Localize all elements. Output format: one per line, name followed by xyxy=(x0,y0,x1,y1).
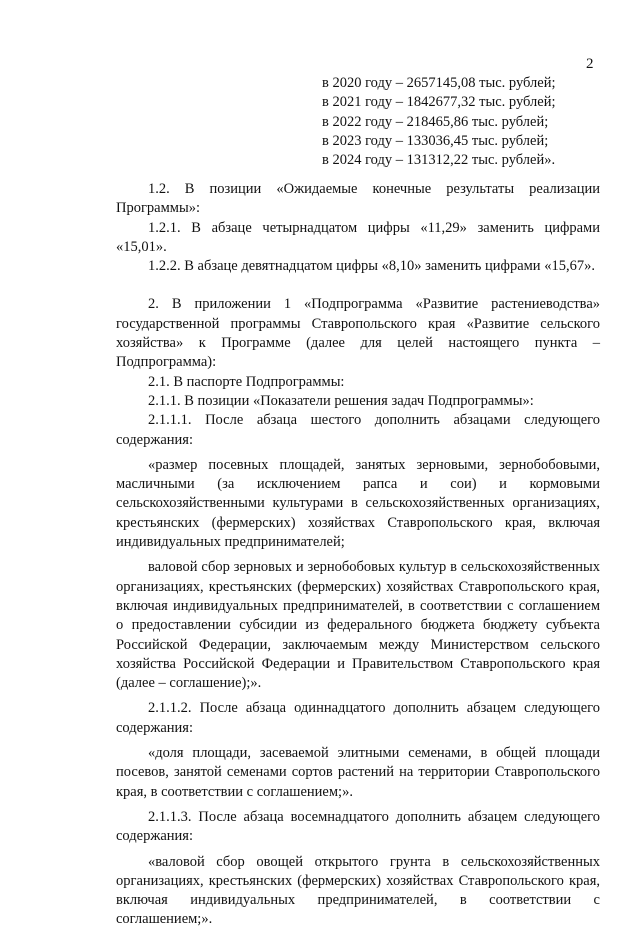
paragraph: 2.1.1.2. После абзаца одиннадцатого дополнить абзацем следующего содержания: xyxy=(116,700,600,736)
year-line: в 2024 году – 131312,22 тыс. рублей». xyxy=(322,152,556,169)
year-line: в 2020 году – 2657145,08 тыс. рублей; xyxy=(322,75,556,91)
quoted-paragraph: «размер посевных площадей, занятых зерновыми, зернобобовыми, масличными (за исключением рапса и сои) и кормовыми сельскохозяйственными культурами в сельскохозяйственных организациях, крестьянских (фермерских) хозяйствах Ставропольского края, включая индивидуальных предпринимателей; xyxy=(116,456,600,551)
paragraph: 2. В приложении 1 «Подпрограмма «Развитие растениеводства» государственной программы Ставропольского края «Развитие сельского хозяйства» к Программе (далее для целей настоящего пункта – Подпрограмма): xyxy=(116,296,600,371)
paragraph: 1.2.2. В абзаце девятнадцатом цифры «8,10» заменить цифрами «15,67». xyxy=(148,258,595,275)
year-line: в 2021 году – 1842677,32 тыс. рублей; xyxy=(322,94,556,111)
paragraph: 2.1.1. В позиции «Показатели решения задач Подпрограммы»: xyxy=(148,392,534,409)
paragraph: 1.2.1. В абзаце четырнадцатом цифры «11,29» заменить цифрами «15,01». xyxy=(116,219,600,255)
paragraph: 1.2. В позиции «Ожидаемые конечные результаты реализации Программы»: xyxy=(116,181,600,217)
quoted-paragraph: «доля площади, засеваемой элитными семенами, в общей площади посевов, занятой семенами сортов растений на территории Ставропольского края, в соответствии с соглашением;». xyxy=(116,745,600,800)
paragraph: 2.1.1.1. После абзаца шестого дополнить абзацами следующего содержания: xyxy=(116,412,600,448)
paragraph: 2.1.1.3. После абзаца восемнадцатого дополнить абзацем следующего содержания: xyxy=(116,808,600,845)
funding-by-year-list xyxy=(322,74,556,170)
quoted-paragraph: «валовой сбор овощей открытого грунта в сельскохозяйственных организациях, крестьянских (фермерских) хозяйствах Ставропольского края, включая индивидуальных предпринимателей, в соответствии с соглашением;». xyxy=(116,853,600,928)
quoted-paragraph: валовой сбор зерновых и зернобобовых культур в сельскохозяйственных организациях, крестьянских (фермерских) хозяйствах Ставропольского края, включая индивидуальных предпринимателей, в соответствии с соглашением о предоставлении субсидии из федерального бюджета бюджету субъекта Российской Федерации, заключаемым между Министерством сельского хозяйства Российской Федерации и Правительством Ставропольского края (далее – соглашение);». xyxy=(116,559,600,692)
document-body xyxy=(116,180,600,930)
year-line: в 2022 году – 218465,86 тыс. рублей; xyxy=(322,113,549,130)
paragraph: 2.1. В паспорте Подпрограммы: xyxy=(148,373,345,390)
page-number: 2 xyxy=(586,56,594,72)
year-line: в 2023 году – 133036,45 тыс. рублей; xyxy=(322,132,549,149)
